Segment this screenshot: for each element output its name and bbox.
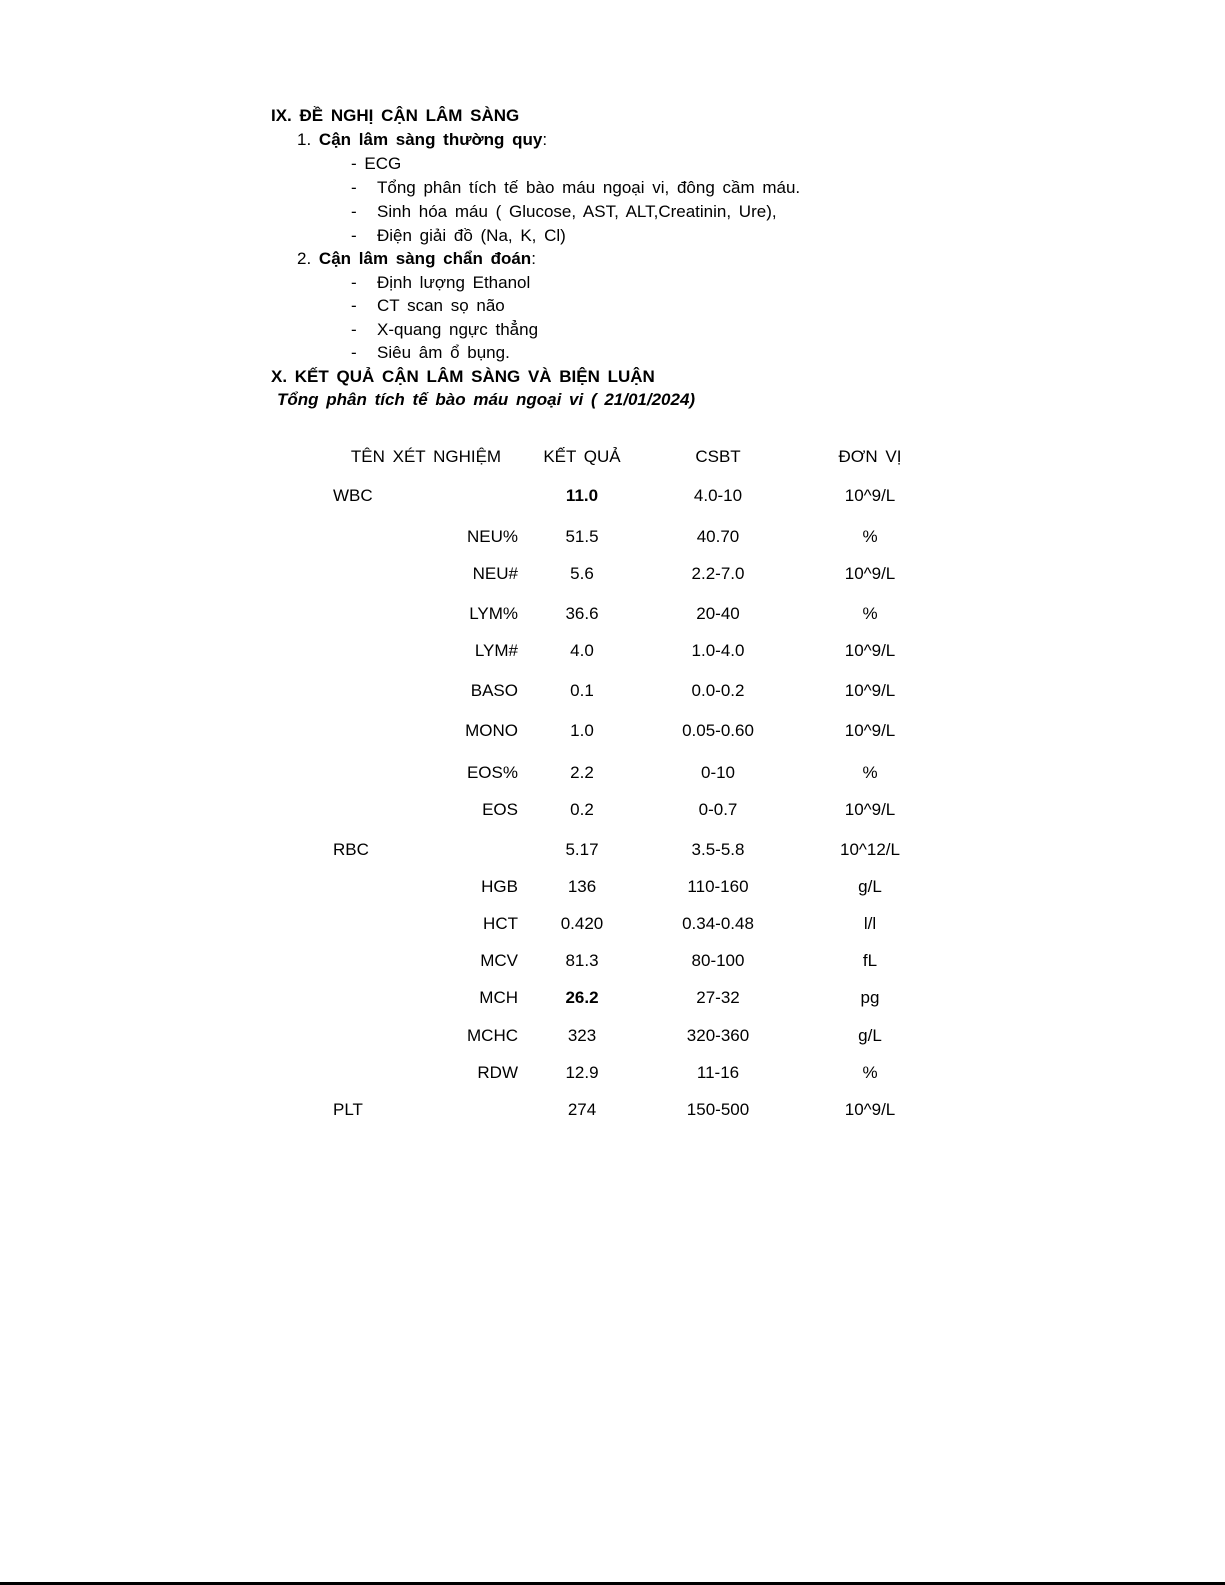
- test-unit: 10^9/L: [844, 681, 896, 700]
- test-reference-range: 0-10: [700, 763, 736, 782]
- test-unit: 10^12/L: [840, 840, 900, 859]
- section-x-subtitle: Tổng phân tích tế bào máu ngoại vi ( 21/01/2024): [277, 390, 696, 409]
- test-unit: g/L: [858, 1026, 882, 1045]
- test-name-main: WBC: [333, 486, 373, 505]
- header-unit: ĐƠN VỊ: [838, 447, 902, 466]
- test-result: 4.0: [570, 641, 594, 660]
- group-2-number: 2.: [297, 249, 312, 268]
- test-reference-range: 150-500: [686, 1100, 750, 1119]
- group-1-number: 1.: [297, 130, 312, 149]
- test-result: 274: [567, 1100, 597, 1119]
- test-name-sub: NEU%: [466, 527, 518, 546]
- test-unit: %: [862, 604, 878, 623]
- test-result: 26.2: [565, 988, 599, 1007]
- group-2-heading: [297, 248, 536, 270]
- test-name-sub: RDW: [477, 1063, 518, 1082]
- header-reference: CSBT: [695, 447, 741, 466]
- header-result: KẾT QUẢ: [543, 447, 621, 466]
- test-result: 12.9: [565, 1063, 599, 1082]
- test-result: 136: [567, 877, 597, 896]
- test-reference-range: 3.5-5.8: [691, 840, 745, 859]
- test-unit: 10^9/L: [844, 721, 896, 740]
- test-reference-range: 0.0-0.2: [691, 681, 745, 700]
- list-item-text: ECG: [364, 154, 402, 173]
- test-unit: 10^9/L: [844, 486, 896, 505]
- test-name-main: RBC: [333, 840, 369, 859]
- test-unit: %: [862, 527, 878, 546]
- list-item-text: Tổng phân tích tế bào máu ngoại vi, đông cầm máu.: [377, 178, 801, 197]
- test-reference-range: 320-360: [686, 1026, 750, 1045]
- group-1-suffix: :: [542, 130, 548, 149]
- test-name-sub: BASO: [470, 681, 518, 700]
- test-result: 36.6: [565, 604, 599, 623]
- group-1-label: Cận lâm sàng thường quy: [318, 130, 543, 149]
- test-result: 0.2: [570, 800, 594, 819]
- list-item-text: Định lượng Ethanol: [377, 273, 531, 292]
- test-name-sub: HGB: [481, 877, 518, 896]
- test-reference-range: 20-40: [696, 604, 740, 623]
- test-result: 323: [567, 1026, 597, 1045]
- test-name-sub: EOS: [482, 800, 518, 819]
- test-name-main: PLT: [333, 1100, 363, 1119]
- test-name-sub: MONO: [465, 721, 518, 740]
- test-reference-range: 110-160: [687, 877, 749, 896]
- test-result: 11.0: [565, 486, 599, 505]
- test-result: 51.5: [565, 527, 599, 546]
- test-result: 0.420: [560, 914, 604, 933]
- group-2-suffix: :: [531, 249, 536, 268]
- test-name-sub: NEU#: [472, 564, 518, 583]
- test-reference-range: 0.05-0.60: [682, 721, 754, 740]
- test-result: 5.17: [565, 840, 599, 859]
- group-2-label: Cận lâm sàng chẩn đoán: [318, 249, 532, 268]
- test-unit: 10^9/L: [844, 1100, 896, 1119]
- test-result: 1.0: [570, 721, 594, 740]
- list-bullet: -: [351, 226, 357, 245]
- test-unit: 10^9/L: [844, 800, 896, 819]
- test-name-sub: MCH: [479, 988, 518, 1007]
- test-reference-range: 2.2-7.0: [691, 564, 745, 583]
- test-result: 0.1: [570, 681, 594, 700]
- test-result: 81.3: [565, 951, 599, 970]
- test-reference-range: 1.0-4.0: [691, 641, 745, 660]
- test-reference-range: 80-100: [691, 951, 745, 970]
- list-bullet: -: [351, 178, 357, 197]
- list-item-text: Sinh hóa máu ( Glucose, AST, ALT,Creatinin, Ure),: [377, 202, 777, 221]
- test-name-sub: EOS%: [466, 763, 518, 782]
- test-reference-range: 11-16: [696, 1063, 740, 1082]
- list-item-text: CT scan sọ não: [377, 296, 505, 315]
- test-name-sub: HCT: [483, 914, 518, 933]
- test-reference-range: 27-32: [696, 988, 740, 1007]
- test-unit: %: [862, 1063, 878, 1082]
- group-1-heading: [297, 129, 547, 151]
- test-name-sub: LYM%: [469, 604, 518, 623]
- list-item: - ECG: [351, 154, 402, 173]
- test-name-sub: MCV: [480, 951, 518, 970]
- list-bullet: -: [351, 202, 357, 221]
- test-unit: pg: [860, 988, 880, 1007]
- test-reference-range: 0-0.7: [698, 800, 738, 819]
- test-unit: l/l: [863, 914, 877, 933]
- test-reference-range: 40.70: [696, 527, 740, 546]
- test-result: 5.6: [570, 564, 594, 583]
- section-ix-title: IX. ĐỀ NGHỊ CẬN LÂM SÀNG: [271, 106, 520, 125]
- test-unit: 10^9/L: [844, 641, 896, 660]
- list-bullet: -: [351, 343, 357, 362]
- list-item-text: X-quang ngực thẳng: [377, 320, 539, 339]
- list-item-text: Điện giải đồ (Na, K, Cl): [377, 226, 566, 245]
- list-bullet: -: [351, 273, 357, 292]
- test-unit: g/L: [858, 877, 882, 896]
- section-x-title: X. KẾT QUẢ CẬN LÂM SÀNG VÀ BIỆN LUẬN: [271, 367, 655, 386]
- list-bullet: -: [351, 296, 357, 315]
- list-bullet: -: [351, 320, 357, 339]
- test-unit: 10^9/L: [844, 564, 896, 583]
- list-item-text: Siêu âm ổ bụng.: [377, 343, 510, 362]
- test-name-sub: MCHC: [467, 1026, 518, 1045]
- test-unit: fL: [862, 951, 878, 970]
- test-reference-range: 4.0-10: [693, 486, 743, 505]
- test-result: 2.2: [570, 763, 594, 782]
- test-reference-range: 0.34-0.48: [682, 914, 754, 933]
- test-name-sub: LYM#: [474, 641, 518, 660]
- test-unit: %: [862, 763, 878, 782]
- header-name: TÊN XÉT NGHIỆM: [350, 447, 502, 466]
